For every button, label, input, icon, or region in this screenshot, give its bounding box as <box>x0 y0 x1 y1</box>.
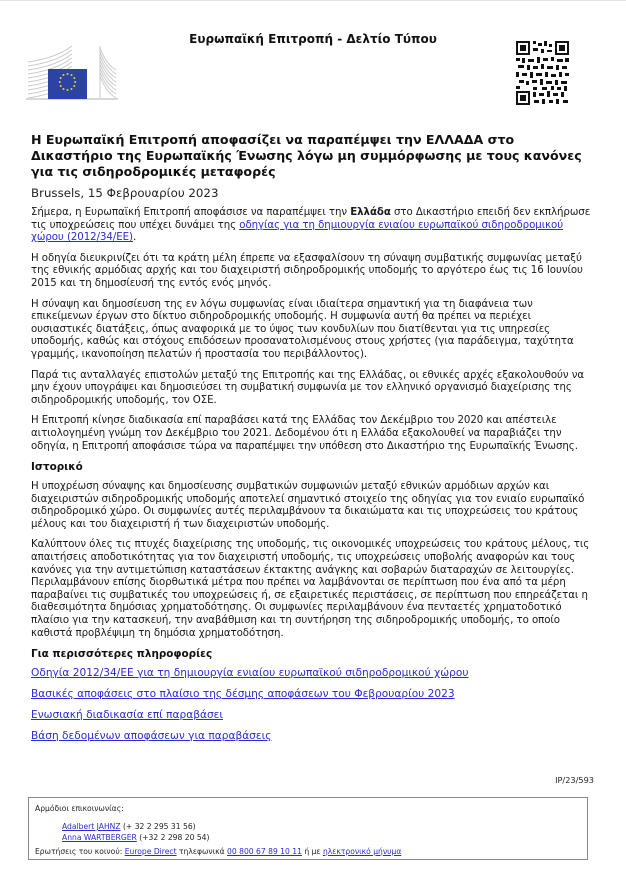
qr-code-icon <box>516 41 569 105</box>
paragraph: Η σύναψη και δημοσίευση της εν λόγω συμφωνίας είναι ιδιαίτερα σημαντική για τη διαφάνεια των επικείμενων έργων στο δίκτυο σιδηροδρομικής υποδομής. Η συμφωνία αυτή θα πρέπει να περιέχει ουσιαστικές διατάξεις, όπως αναφορικά με το ύψος των κονδυλίων που διατίθενται για τις υπηρεσίες υποδομής, καθώς και στόχους επιδόσεων προσανατολισμένους στους χρήστες (για παράδειγμα, ταχύτητα γραμμής, ικανοποίηση πελατών ή προστασία του περιβάλλοντος). <box>31 298 574 360</box>
article-content <box>31 132 591 751</box>
contact-row <box>35 821 581 832</box>
europe-direct-link[interactable]: Europe Direct <box>124 847 177 856</box>
europe-direct-phone-link[interactable]: 00 800 67 89 10 11 <box>227 847 302 856</box>
intro-text-continued: στο Δικαστήριο επειδή δεν εκπλήρωσε τις υποχρεώσεις που υπέχει δυνάμει της <box>31 207 591 231</box>
article-headline: Η Ευρωπαϊκή Επιτροπή αποφασίζει να παραπέμψει την ΕΛΛΑΔΑ στο Δικαστήριο της Ευρωπαϊκής Ένωσης λόγω μη συμμόρφωσης με τους κανόνες για τις σιδηροδρομικές μεταφορές <box>31 132 582 179</box>
more-info-links <box>31 667 591 743</box>
more-info-heading: Για περισσότερες πληροφορίες <box>31 648 213 661</box>
background-paragraph: Καλύπτουν όλες τις πτυχές διαχείρισης της υποδομής, τις οικονομικές υποχρεώσεις του κράτους μέλους, τις απαιτήσεις αποδοτικότητας για τον διαχειριστή υποδομής, τις υποχρεώσεις υποβολής αναφορών και τους κανόνες για την αντιμετώπιση καταστάσεων έκτακτης ανάγκης και σοβαρών διαταραχών σε λειτουργίες. Περιλαμβάνουν επίσης διορθωτικά μέτρα που πρέπει να λαμβάνονται σε περίπτωση που ένα από τα μέρη παραβαίνει τις συμβατικές του υποχρεώσεις ή, σε εξαιρετικές περιστάσεις, σε περίπτωση που επηρεάζεται η διαθεσιμότητα δημόσιας χρηματοδότησης. Οι συμφωνίες περιλαμβάνουν ένα πενταετές χρηματοδοτικό πλαίσιο για την κατασκευή, την αναβάθμιση και τη συντήρηση της σιδηροδρομικής υποδομής, το οποίο καθιστά προβλέψιμη τη δημόσια χρηματοδότηση. <box>31 539 590 639</box>
contact-phone: (+32 2 298 20 54) <box>136 833 210 842</box>
european-commission-logo-icon <box>26 44 118 100</box>
list-item <box>31 709 591 722</box>
article-dateline: Brussels, 15 Φεβρουαρίου 2023 <box>31 186 219 200</box>
february-package-link[interactable]: Βασικές αποφάσεις στο πλαίσιο της δέσμης αποφάσεων του Φεβρουαρίου 2023 <box>31 688 455 701</box>
country-highlight: Ελλάδα <box>350 207 391 218</box>
contact-phone: (+ 32 2 295 31 56) <box>120 822 196 831</box>
background-paragraph: Η υποχρέωση σύναψης και δημοσίευσης συμβατικών συμφωνιών μεταξύ εθνικών αρμόδιων αρχών και διαχειριστών σιδηροδρομικής υποδομής αποτελεί σημαντικό στοιχείο της οδηγίας για τον ενιαίο ευρωπαϊκό σιδηροδρομικό χώρο. Οι συμφωνίες αυτές περιλαμβάνουν τα δικαιώματα και τις υποχρεώσεις του κράτους μέλους και του διαχειριστή ή των διαχειριστών υποδομής. <box>31 481 585 530</box>
infringement-procedure-link[interactable]: Ενωσιακή διαδικασία επί παραβάσει <box>31 709 223 722</box>
press-release-header <box>0 0 626 120</box>
directive-2012-34-link[interactable]: Οδηγία 2012/34/ΕΕ για τη δημιουργία ενιαίου ευρωπαϊκού σιδηροδρομικού χώρου <box>31 667 469 680</box>
press-release-reference: IP/23/593 <box>555 775 594 785</box>
infringement-database-link[interactable]: Βάση δεδομένων αποφάσεων για παραβάσεις <box>31 730 272 743</box>
contact-name-link[interactable]: Adalbert JAHNZ <box>62 822 121 831</box>
contact-row <box>35 832 581 843</box>
list-item <box>31 730 591 743</box>
directive-link[interactable]: οδηγίας για τη δημιουργία ενιαίου ευρωπαϊκού σιδηροδρομικού χώρου (2012/34/ΕΕ) <box>31 219 564 244</box>
paragraph: Η οδηγία διευκρινίζει ότι τα κράτη μέλη έπρεπε να εξασφαλίσουν τη σύναψη συμβατικής συμφωνίας μεταξύ της εθνικής αρμόδιας αρχής και του διαχειριστή σιδηροδρομικής υποδομής το αργότερο έως τις 16 Ιουνίου 2015 και τη δημοσίευσή της εντός ενός μηνός. <box>31 252 583 289</box>
public-enquiries-label: Ερωτήσεις του κοινού: <box>35 847 125 856</box>
contact-name-link[interactable]: Anna WARTBERGER <box>62 833 137 842</box>
email-link[interactable]: ηλεκτρονικό μήνυμα <box>322 847 402 856</box>
background-heading: Ιστορικό <box>31 461 83 474</box>
press-contacts-box <box>28 797 588 860</box>
phone-label: τηλεφωνικά <box>176 847 228 856</box>
list-item <box>31 667 591 680</box>
paragraph: Παρά τις ανταλλαγές επιστολών μεταξύ της Επιτροπής και της Ελλάδας, οι εθνικές αρχές εξακολουθούν να μην έχουν υπογράψει και δημοσιεύσει τη συμβατική συμφωνία με τον ελληνικό οργανισμό διαχείρισης της σιδηροδρομικής υποδομής, τον ΟΣΕ. <box>31 369 585 406</box>
or-label: ή με <box>301 847 323 856</box>
public-enquiries-row <box>35 846 581 857</box>
paragraph: Η Επιτροπή κίνησε διαδικασία επί παραβάσει κατά της Ελλάδας τον Δεκέμβριο του 2020 και απέστειλε αιτιολογημένη γνώμη τον Δεκέμβριο του 2021. Δεδομένου ότι η Ελλάδα εξακολουθεί να παραβιάζει την οδηγία, η Επιτροπή αποφάσισε τώρα να παραπέμψει την υπόθεση στο Δικαστήριο της Ευρωπαϊκής Ένωσης. <box>31 415 578 452</box>
intro-text: Σήμερα, η Ευρωπαϊκή Επιτροπή αποφάσισε να παραπέμψει την <box>31 207 351 218</box>
list-item <box>31 688 591 701</box>
document-type-title: Ευρωπαϊκή Επιτροπή - Δελτίο Τύπου <box>189 32 437 46</box>
intro-period: . <box>132 232 137 244</box>
intro-paragraph <box>31 207 591 245</box>
contacts-label: Αρμόδιοι επικοινωνίας: <box>35 804 124 813</box>
